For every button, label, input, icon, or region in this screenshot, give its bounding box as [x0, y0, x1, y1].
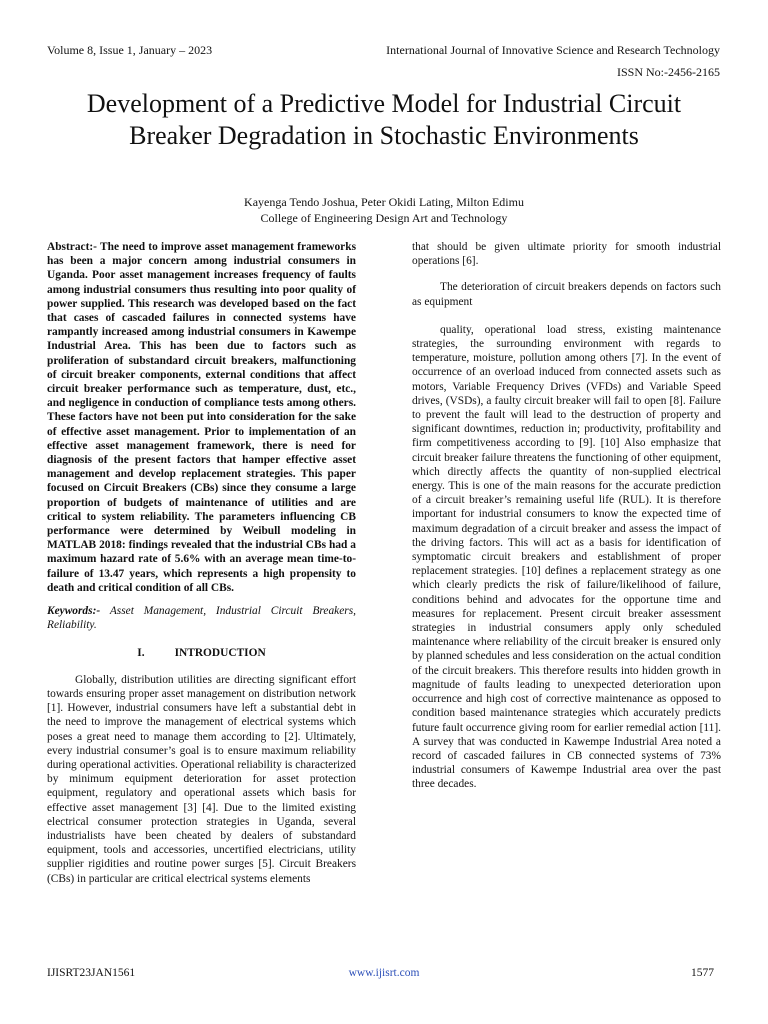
right-column — [412, 240, 721, 799]
volume-info: Volume 8, Issue 1, January – 2023 — [47, 43, 213, 57]
affiliation: College of Engineering Design Art and Technology — [260, 211, 508, 225]
journal-name: International Journal of Innovative Science and Research Technology — [386, 43, 720, 57]
footer-page-number: 1577 — [691, 967, 714, 979]
keywords — [47, 604, 356, 632]
section-number: I. — [137, 647, 145, 660]
paragraph-deterioration: The deterioration of circuit breakers depends on factors such as equipment — [412, 281, 721, 308]
author-block — [60, 194, 708, 226]
section-title: INTRODUCTION — [174, 647, 266, 660]
paper-title: Development of a Predictive Model for Industrial Circuit Breaker Degradation in Stochastic Environments — [86, 89, 682, 150]
paragraph-continuation: that should be given ultimate priority for smooth industrial operations [6]. — [412, 241, 721, 268]
issn-number: ISSN No:-2456-2165 — [616, 65, 720, 79]
keywords-label: Keywords:- — [47, 605, 101, 618]
footer-website — [0, 967, 768, 979]
intro-paragraph: Globally, distribution utilities are directing significant effort towards ensuring proper asset management on distribution network [1]. However, industrial consumers have left a substantial debt in the need to improve the management of electrical systems which poses a great need to manage them according to [2]. Ultimately, every industrial consumer’s goal is to ensure maximum reliability during operational activities. Operational reliability is characterized by minimum equipment deterioration for asset protection equipment, regulatory and operational assets which basis for effective asset management [3] [4]. Due to the limited existing electrical consumer protection strategies in Uganda, several industrialists have been cheated by dealers of substandard equipment, tools and accessories, uncertified electricians, utility supplier rigidities and routine power surges [5]. Circuit Breakers (CBs) in particular are critical electrical systems elements — [47, 673, 356, 885]
section-heading — [47, 646, 356, 660]
author-names: Kayenga Tendo Joshua, Peter Okidi Lating, Milton Edimu — [244, 195, 524, 209]
website-link[interactable]: www.ijisrt.com — [348, 967, 420, 979]
left-column — [47, 240, 356, 893]
footer-paper-id: IJISRT23JAN1561 — [47, 967, 136, 979]
abstract: Abstract:- The need to improve asset management frameworks has been a major concern among industrial consumers in Uganda. Poor asset management increases frequency of faults among industrial consumers thus resulting into poor quality of power supplied. This research was developed based on the fact that cases of cascaded failures in connected systems have rampantly increased among industrial consumers in Kawempe Industrial Area. This has been due to factors such as proliferation of substandard circuit breakers, malfunctioning of circuit breaker components, external conditions that affect circuit breaker performance such as temperature, dust, etc., and negligence in conduction of compliance tests among others. These factors have not been put into consideration for the sake of effective asset management. Prior to implementation of an effective asset management framework, there is need for diagnosis of the present factors that hamper effective asset management and develop replacement strategies. This paper focused on Circuit Breakers (CBs) since they consume a large proportion of budgets of maintenance of utilities and are critical to system reliability. The parameters influencing CB performance were determined by Weibull modeling in MATLAB 2018: findings revealed that the industrial CBs had a maximum hazard rate of 5.6% with an average mean time-to-failure of 13.47 years, which represents a high propensity to death and critical condition of all CBs. — [47, 241, 356, 594]
paragraph-factors: quality, operational load stress, existing maintenance strategies, the surrounding environment with regards to temperature, moisture, pollution among others [7]. In the event of occurrence of an overload induced from connected assets such as motors, Variable Frequency Drives (VFDs) and Variable Speed drives, (VSDs), a faulty circuit breaker will fail to open [8]. Failure to prevent the fault will lead to the destruction of property and significant downtimes, reduction in; productivity, profitability and firm competitiveness according to [9]. [10] Also emphasize that circuit breaker failure threatens the functioning of other equipment, which directly affects the quantity of non-supplied electrical energy. This is one of the main reasons for the accurate prediction of a circuit breaker’s remaining useful life (RUL). It is therefore important for industrial consumers to know the expected time of maximum degradation of a circuit breaker and assess the impact of the driving factors. This will act as a basis for identification of symptomatic circuit breakers and establishment of proper replacement strategies. [10] defines a replacement strategy as one which clearly predicts the risk of failure/likelihood of failure, conditions behind and advocates for the opportune time and measures for replacement. Present circuit breaker assessment strategies in industrial consumers apply only scheduled maintenance where reliability of the circuit breaker is ensured only by planned schedules and less consideration on the actual condition of the circuit breakers. This therefore results into hidden growth in magnitude of faults leading to unexpected deterioration upon occurrence and high cost of corrective maintenance as opposed to condition based maintenance strategies which accurately predicts future fault occurrence giving room for earlier remedial action [11]. A survey that was conducted in Kawempe Industrial Area noted a record of cascaded failures in CB connected systems of 73% industrial consumers of Kawempe Industrial area over the past three decades. — [412, 323, 721, 791]
keywords-text: Asset Management, Industrial Circuit Breakers, Reliability. — [47, 605, 356, 632]
